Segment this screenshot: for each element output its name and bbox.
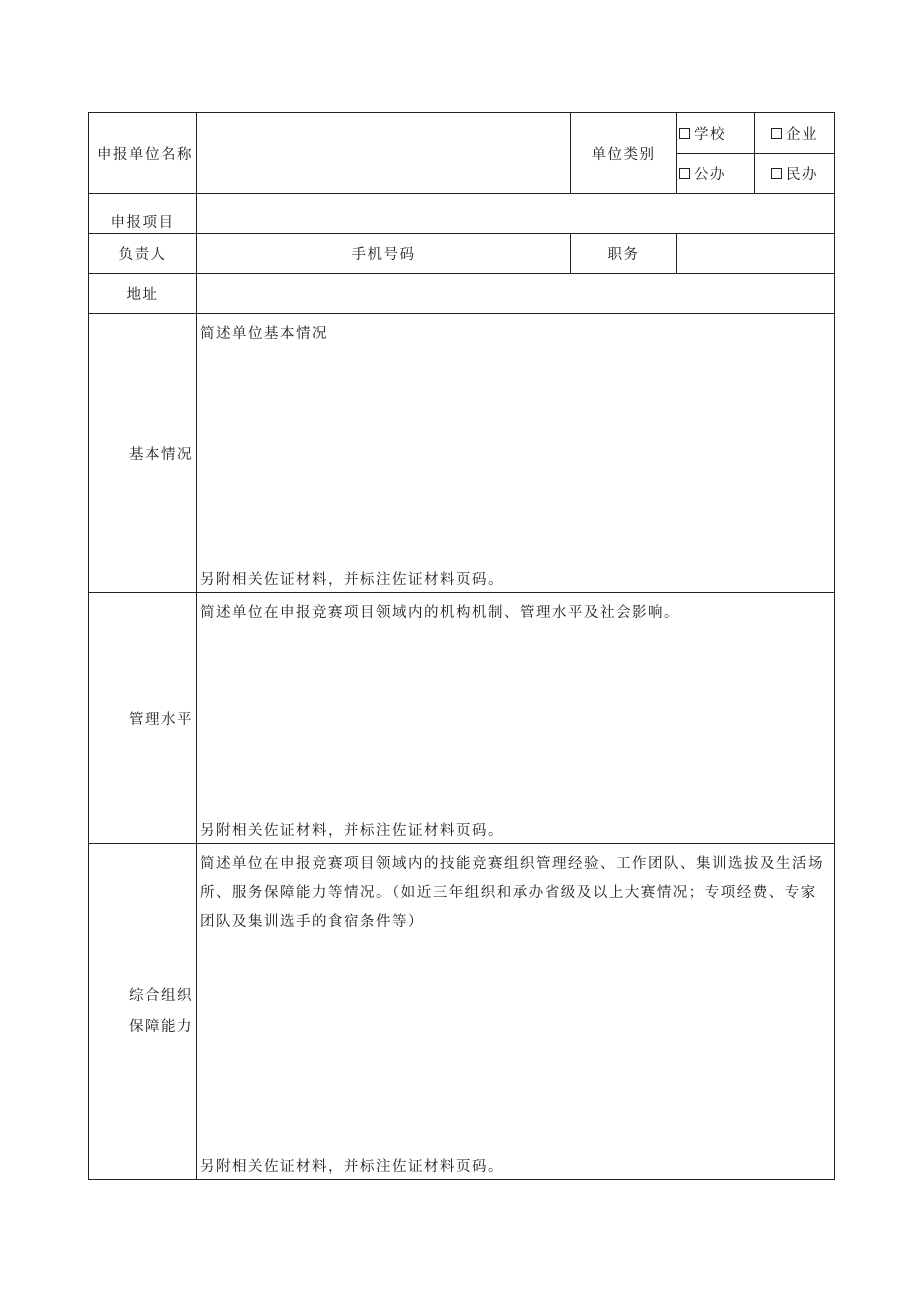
support-capability-prompt: 简述单位在申报竞赛项目领域内的技能竞赛组织管理经验、工作团队、集训选拔及生活场所、服务保障能力等情况。（如近三年组织和承办省级及以上大赛情况；专项经费、专家团队及集训选手的食宿条件等） <box>200 856 824 930</box>
org-type-option-public[interactable]: 公办 <box>677 154 755 194</box>
basic-info-prompt: 简述单位基本情况 <box>200 326 328 342</box>
support-capability-field[interactable] <box>197 844 835 1180</box>
position-field[interactable] <box>677 234 835 274</box>
basic-info-field[interactable] <box>197 314 835 593</box>
basic-info-footnote: 另附相关佐证材料，并标注佐证材料页码。 <box>200 572 504 588</box>
checkbox-icon[interactable] <box>771 128 782 139</box>
management-footnote: 另附相关佐证材料，并标注佐证材料页码。 <box>200 823 504 839</box>
basic-info-label: 基本情况 <box>89 314 197 593</box>
org-type-label: 单位类别 <box>571 113 677 194</box>
checkbox-icon[interactable] <box>771 168 782 179</box>
position-label: 职务 <box>571 234 677 274</box>
support-capability-footnote: 另附相关佐证材料，并标注佐证材料页码。 <box>200 1159 504 1175</box>
address-label: 地址 <box>89 274 197 314</box>
support-label-line2: 保障能力 <box>129 1018 193 1035</box>
org-name-label: 申报单位名称 <box>89 113 197 194</box>
org-type-option-school[interactable]: 学校 <box>677 113 755 154</box>
leader-label: 负责人 <box>89 234 197 274</box>
project-label: 申报项目 <box>89 194 197 234</box>
application-form-table <box>88 112 835 1180</box>
management-field[interactable] <box>197 593 835 844</box>
address-field[interactable] <box>197 274 835 314</box>
org-type-option-private[interactable]: 民办 <box>755 154 835 194</box>
management-prompt: 简述单位在申报竞赛项目领域内的机构机制、管理水平及社会影响。 <box>200 605 680 621</box>
org-name-field[interactable] <box>197 113 571 194</box>
project-field[interactable] <box>197 194 835 234</box>
checkbox-icon[interactable] <box>679 128 690 139</box>
support-capability-label <box>89 844 197 1180</box>
phone-label: 手机号码 <box>197 234 571 274</box>
management-label: 管理水平 <box>89 593 197 844</box>
checkbox-icon[interactable] <box>679 168 690 179</box>
org-type-option-enterprise[interactable]: 企业 <box>755 113 835 154</box>
support-label-line1: 综合组织 <box>129 987 193 1004</box>
